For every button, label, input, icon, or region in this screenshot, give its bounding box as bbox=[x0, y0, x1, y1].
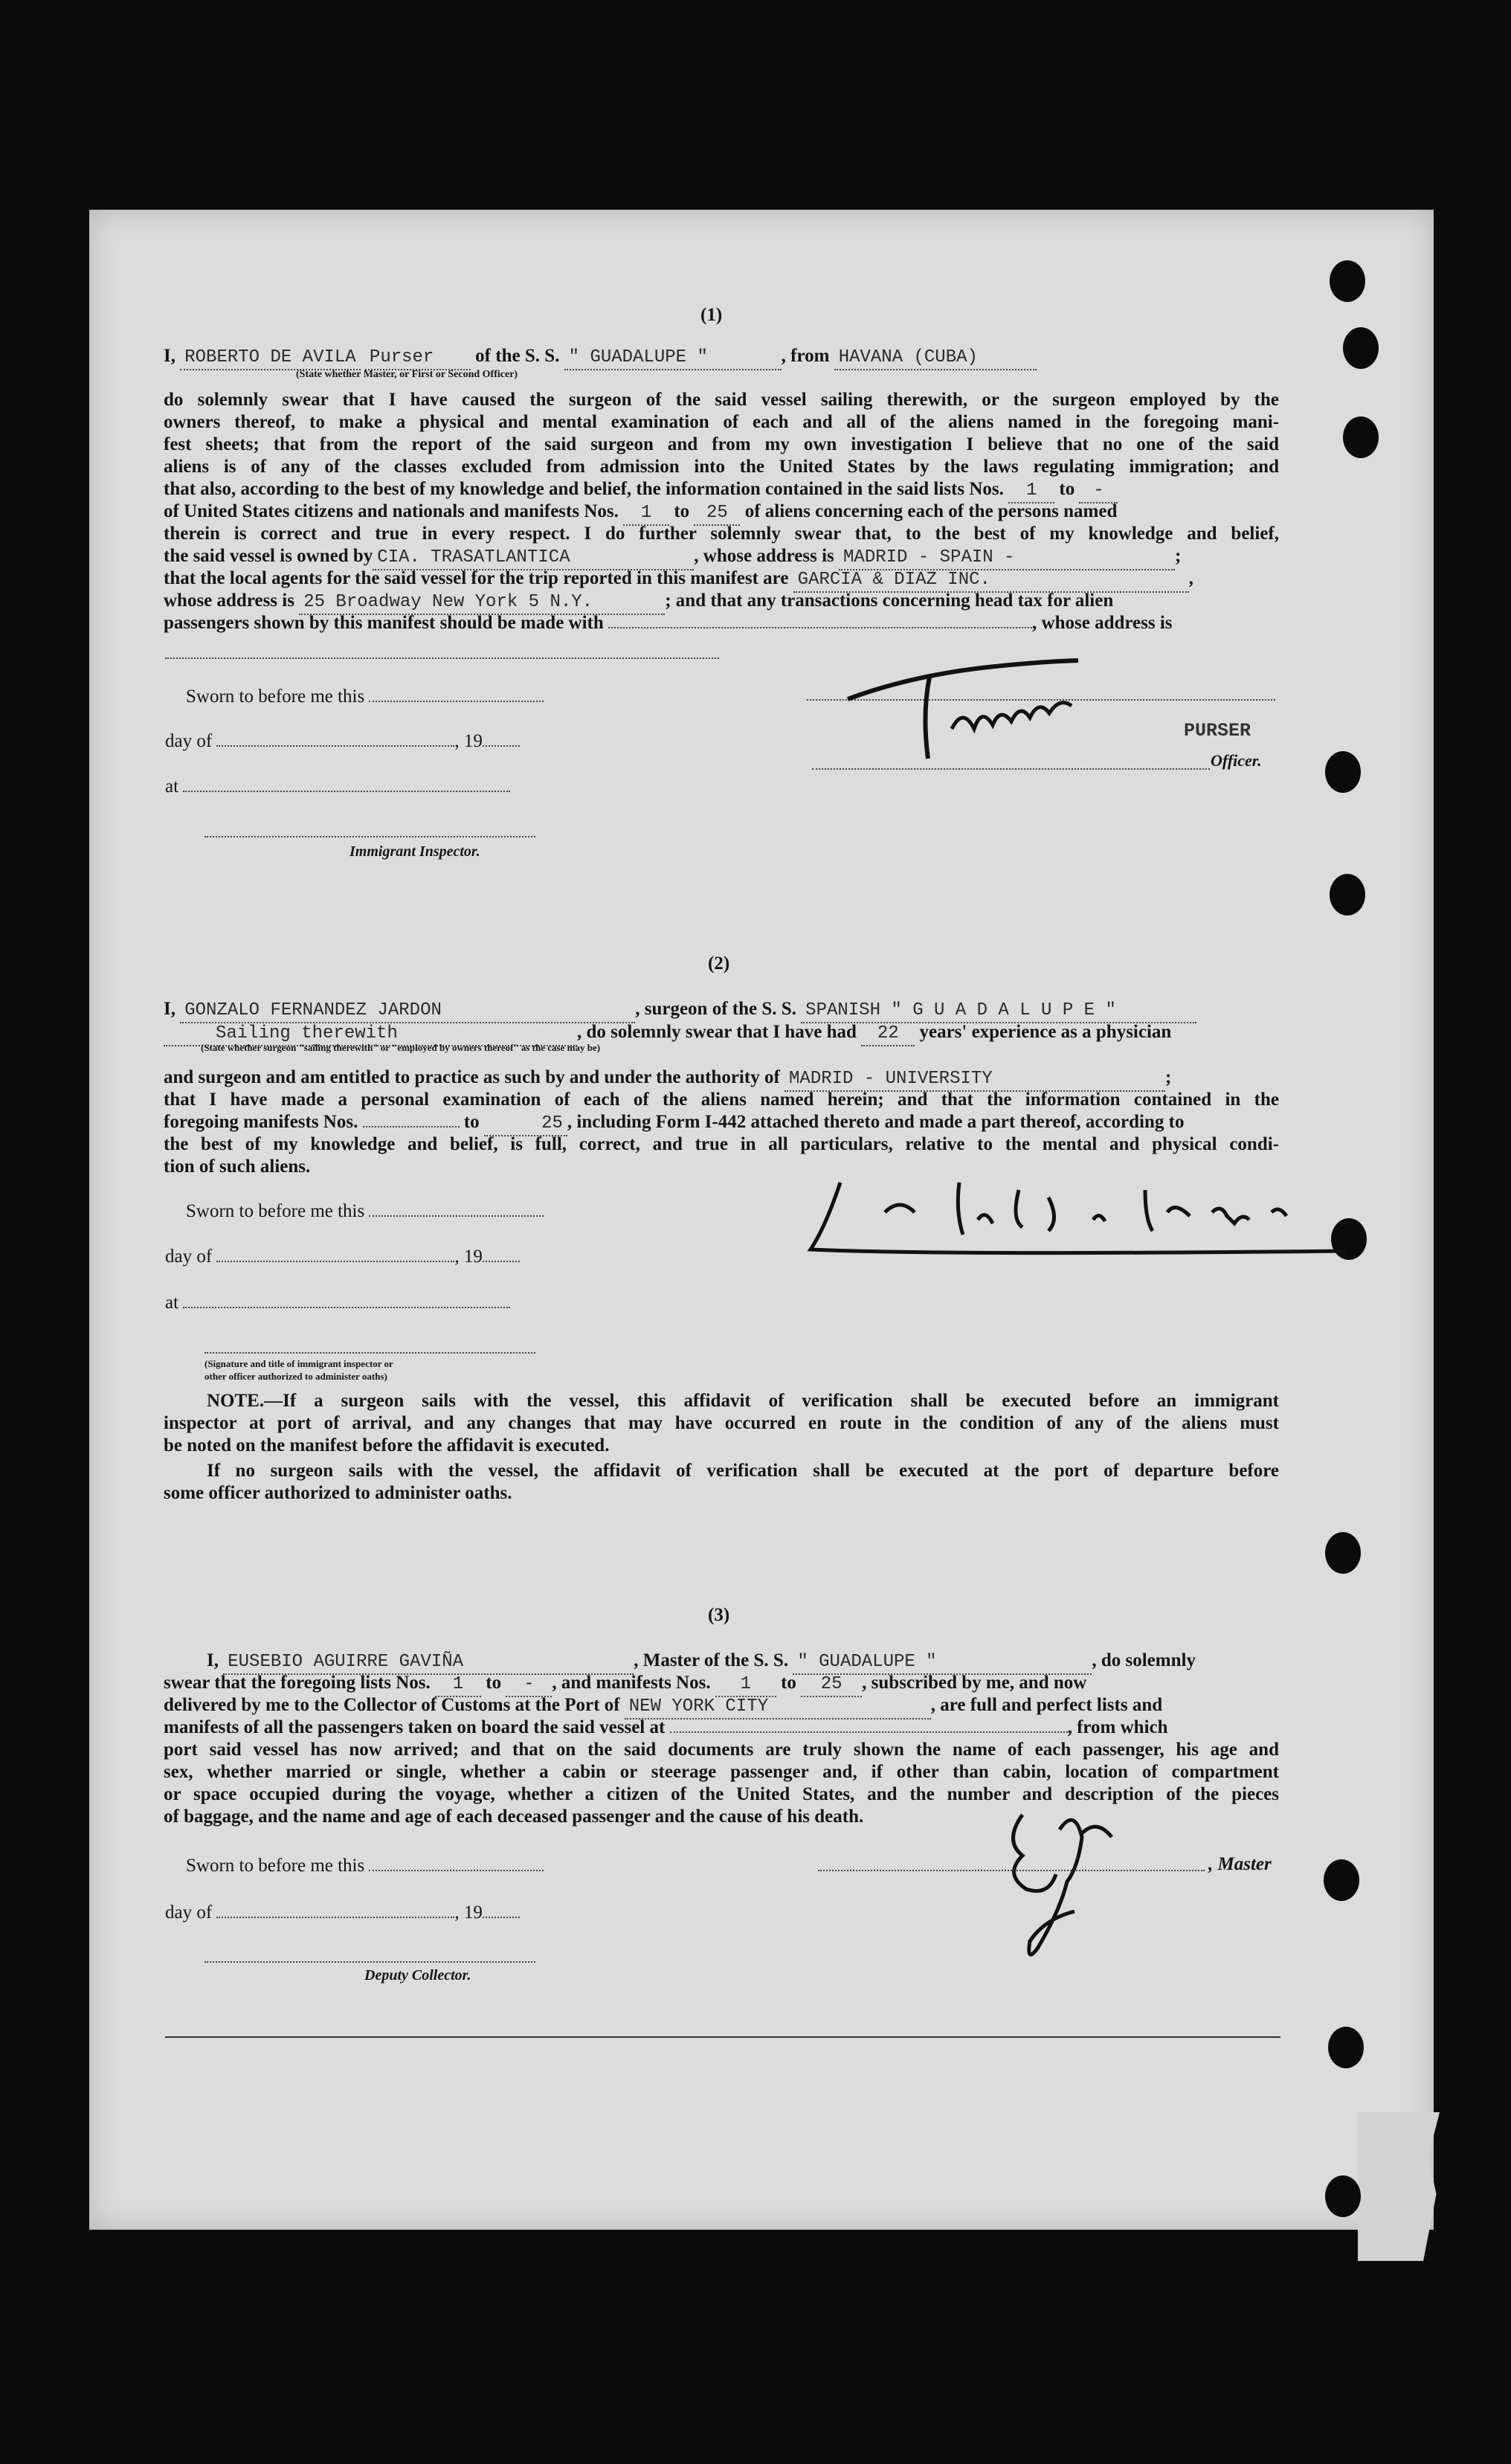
s1-para-line: fest sheets; that from the report of the said surgeon and from my own investigation I believe that no one of the said bbox=[164, 434, 1279, 454]
to-label: to bbox=[486, 1673, 502, 1693]
s1-para-line: whose address is 25 Broadway New York 5 N.Y. ; and that any transactions concerning head tax for alien bbox=[164, 590, 1279, 615]
surgeon-of-ss: , surgeon of the S. S. bbox=[635, 999, 796, 1019]
purser-stamp: PURSER bbox=[1184, 720, 1251, 742]
s2-sworn-line bbox=[186, 1200, 544, 1223]
note-line bbox=[164, 1390, 1279, 1412]
punch-hole bbox=[1325, 1532, 1361, 1574]
authority-text: and surgeon and am entitled to practice as such by and under the authority of bbox=[164, 1067, 780, 1087]
from-which-text: , from which bbox=[1067, 1717, 1168, 1737]
officer-rank: Purser bbox=[365, 347, 471, 370]
master-signature bbox=[1000, 1800, 1134, 1978]
blank-field bbox=[369, 1856, 544, 1871]
note-line bbox=[164, 1460, 1279, 1482]
blank-line bbox=[165, 657, 719, 659]
s2-para-line: that I have made a personal examination of each of the aliens named herein; and that the information contained in the bbox=[164, 1090, 1279, 1110]
note-line: be noted on the manifest before the affidavit is executed. bbox=[164, 1435, 610, 1455]
s1-officer-line: I, ROBERTO DE AVILA Purser of the S. S. " GUADALUPE " , from HAVANA (CUBA) bbox=[164, 345, 1279, 370]
s1-para-line: that the local agents for the said vessel for the trip reported in this manifest are GARCIA & DIAZ INC. , bbox=[164, 567, 1279, 593]
to-label: to bbox=[463, 1112, 480, 1132]
blank-field bbox=[608, 614, 1032, 628]
agents-address-label: whose address is bbox=[164, 591, 294, 611]
solemnly-text: , do solemnly bbox=[1092, 1650, 1196, 1670]
sworn-label: Sworn to before me this bbox=[186, 1856, 365, 1876]
master-of-ss: , Master of the S. S. bbox=[634, 1650, 789, 1670]
punch-hole bbox=[1325, 2175, 1361, 2217]
surgeon-signature bbox=[796, 1168, 1361, 1272]
oath-note: other officer authorized to administer oaths) bbox=[204, 1371, 387, 1382]
lists-text: swear that the foregoing lists Nos. bbox=[164, 1673, 431, 1693]
section-3-number: (3) bbox=[708, 1605, 730, 1625]
blank-field bbox=[216, 1903, 454, 1918]
to-label: to bbox=[674, 501, 690, 521]
delivered-text: delivered by me to the Collector of Customs at the Port of bbox=[164, 1695, 620, 1715]
manifests-text: of United States citizens and nationals and manifests Nos. bbox=[164, 501, 619, 521]
blank-field bbox=[216, 1247, 454, 1262]
note-label: NOTE. bbox=[207, 1391, 265, 1411]
s3-para-line bbox=[164, 1694, 1279, 1720]
s3-day-line bbox=[165, 1902, 520, 1924]
master-caption: , Master bbox=[1208, 1854, 1272, 1874]
blank-field bbox=[183, 777, 510, 792]
head-tax-text: and that any transactions concerning head tax for alien bbox=[675, 591, 1114, 611]
s3-para-line bbox=[164, 1672, 1279, 1697]
arrival-port: NEW YORK CITY bbox=[625, 1696, 931, 1720]
to-label: to bbox=[1059, 479, 1075, 499]
head-tax-with-text: passengers shown by this manifest should be made with bbox=[164, 613, 604, 633]
lists-from: 1 bbox=[1008, 480, 1054, 504]
master-lists-from: 1 bbox=[435, 1673, 481, 1697]
s2-para-line: tion of such aliens. bbox=[164, 1157, 311, 1177]
of-ss-label: of the S. S. bbox=[475, 346, 560, 366]
s3-para-line: port said vessel has now arrived; and that on the said documents are truly shown the name of each passenger, his age and bbox=[164, 1740, 1279, 1760]
surgeon-status-note: (State whether surgeon "sailing therewith" or "employed by owners thereof" as the case may be) bbox=[201, 1042, 601, 1053]
punch-hole bbox=[1343, 327, 1379, 369]
s2-at-line bbox=[165, 1292, 510, 1314]
s1-para-line: owners thereof, to make a physical and mental examination of each and all of the aliens named in the foregoing mani- bbox=[164, 412, 1279, 432]
head-tax-address-label: , whose address is bbox=[1032, 613, 1173, 633]
s1-day-line bbox=[165, 730, 520, 753]
s1-para-line bbox=[164, 501, 1279, 526]
s3-para-line: of baggage, and the name and age of each deceased passenger and the cause of his death. bbox=[164, 1807, 864, 1827]
year-label: , 19 bbox=[454, 1902, 483, 1923]
blank-field bbox=[363, 1113, 460, 1128]
manifests-text: , and manifests Nos. bbox=[552, 1673, 711, 1693]
blank-field bbox=[483, 1247, 520, 1262]
sailing-status: Sailing therewith bbox=[164, 1023, 577, 1046]
bottom-rule bbox=[165, 2036, 1280, 2038]
manifests-to: 25 bbox=[694, 502, 740, 526]
manifests-text-b: of aliens concerning each of the persons named bbox=[744, 501, 1118, 521]
owned-by-text: the said vessel is owned by bbox=[164, 546, 373, 566]
torn-edge bbox=[1358, 2112, 1440, 2261]
s1-para-line: the said vessel is owned by CIA. TRASATLANTICA , whose address is MADRID - SPAIN - ; bbox=[164, 545, 1279, 570]
punch-hole bbox=[1325, 751, 1361, 793]
oath-note: (Signature and title of immigrant inspector or bbox=[204, 1358, 393, 1369]
officer-name: ROBERTO DE AVILA bbox=[180, 347, 360, 370]
surgeon-vessel: SPANISH " G U A D A L U P E " bbox=[801, 1000, 1196, 1023]
blank-field bbox=[369, 687, 544, 702]
punch-hole bbox=[1343, 416, 1379, 458]
master-vessel: " GUADALUPE " bbox=[793, 1651, 1092, 1675]
to-label: to bbox=[781, 1673, 796, 1693]
punch-hole bbox=[1324, 1859, 1359, 1901]
port-from: HAVANA (CUBA) bbox=[834, 347, 1037, 370]
manifests-from: 1 bbox=[623, 502, 669, 526]
vessel-name: " GUADALUPE " bbox=[564, 347, 782, 370]
vessel-owner: CIA. TRASATLANTICA bbox=[373, 547, 694, 570]
s3-para-line: sex, whether married or single, whether a cabin or steerage passenger and, if other than cabin, location of compartment bbox=[164, 1762, 1279, 1782]
blank-field bbox=[483, 1903, 520, 1918]
deputy-collector-caption: Deputy Collector. bbox=[364, 1967, 471, 1984]
blank-field bbox=[369, 1202, 544, 1217]
section-2-number: (2) bbox=[708, 953, 730, 974]
master-manifests-to: 25 bbox=[801, 1673, 862, 1697]
practice-authority: MADRID - UNIVERSITY bbox=[785, 1068, 1165, 1092]
rank-note: (State whether Master, or First or Second Officer) bbox=[296, 369, 518, 380]
s2-para-line: the best of my knowledge and belief, is full, correct, and true in all particulars, relative to the mental and physical condi- bbox=[164, 1134, 1279, 1154]
owner-address-label: , whose address is bbox=[694, 546, 834, 566]
s2-day-line bbox=[165, 1246, 520, 1268]
at-label: at bbox=[165, 1293, 179, 1313]
master-manifests-from: 1 bbox=[715, 1673, 776, 1697]
note-line: inspector at port of arrival, and any changes that may have occurred en route in the condition of any of the aliens must bbox=[164, 1413, 1279, 1433]
day-of-label: day of bbox=[165, 1902, 213, 1923]
officer-caption: Officer. bbox=[1211, 751, 1262, 770]
note-text: If no surgeon sails with the vessel, the affidavit of verification shall be executed at the port of departure before bbox=[207, 1461, 1279, 1481]
day-of-label: day of bbox=[165, 731, 213, 751]
from-label: from bbox=[790, 346, 830, 366]
s1-sworn-line bbox=[186, 686, 544, 708]
s1-para-line: therein is correct and true in every respect. I do further solemnly swear that, to the best of my knowledge and belief, bbox=[164, 524, 1279, 544]
blank-field bbox=[216, 732, 454, 747]
sworn-label: Sworn to before me this bbox=[186, 686, 365, 707]
day-of-label: day of bbox=[165, 1247, 213, 1267]
s2-para-line bbox=[164, 1111, 1279, 1136]
master-lists-to: - bbox=[506, 1673, 552, 1697]
inspector-signature-line bbox=[204, 836, 535, 837]
s1-at-line bbox=[165, 776, 510, 798]
punch-hole bbox=[1330, 260, 1365, 302]
note-text: —If a surgeon sails with the vessel, this affidavit of verification shall be executed before an immigrant bbox=[264, 1391, 1279, 1411]
foregoing-manifests-text: foregoing manifests Nos. bbox=[164, 1112, 358, 1132]
blank-field bbox=[183, 1293, 510, 1308]
note-line: some officer authorized to administer oaths. bbox=[164, 1483, 512, 1503]
s2-para-line: and surgeon and am entitled to practice as such by and under the authority of MADRID - UNIVERSITY ; bbox=[164, 1067, 1279, 1092]
s2-surgeon-line: I, GONZALO FERNANDEZ JARDON , surgeon of the S. S. SPANISH " G U A D A L U P E " bbox=[164, 998, 1279, 1023]
sworn-label: Sworn to before me this bbox=[186, 1201, 365, 1221]
section-1-number: (1) bbox=[700, 305, 723, 325]
oath-officer-signature-line bbox=[204, 1352, 535, 1354]
subscribed-text: , subscribed by me, and now bbox=[862, 1673, 1087, 1693]
s1-para-line: aliens is of any of the classes excluded from admission into the United States by the laws regulating immigration; and bbox=[164, 457, 1279, 477]
s1-para-line: do solemnly swear that I have caused the surgeon of the said vessel sailing therewith, or the surgeon employed by the bbox=[164, 390, 1279, 410]
local-agents: GARCIA & DIAZ INC. bbox=[793, 569, 1189, 593]
taken-on-board-text: manifests of all the passengers taken on board the said vessel at bbox=[164, 1717, 666, 1737]
surgeon-manifests-to: 25 bbox=[484, 1113, 567, 1136]
purser-signature bbox=[840, 647, 1138, 766]
year-label: , 19 bbox=[454, 731, 483, 751]
s3-master-line: I, EUSEBIO AGUIRRE GAVIÑA , Master of the S. S. " GUADALUPE " , do solemnly bbox=[164, 1650, 1279, 1675]
blank-field bbox=[483, 732, 520, 747]
immigrant-inspector-caption: Immigrant Inspector. bbox=[349, 843, 480, 860]
s3-para-line: or space occupied during the voyage, whether a citizen of the United States, and the number and description of the pieces bbox=[164, 1784, 1279, 1804]
years-text: years' experience as a physician bbox=[919, 1022, 1172, 1042]
punch-hole bbox=[1328, 2027, 1364, 2068]
blank-field bbox=[670, 1718, 1068, 1733]
s3-para-line bbox=[164, 1717, 1279, 1739]
swear-text: , do solemnly swear that I have had bbox=[577, 1022, 857, 1042]
year-label: , 19 bbox=[454, 1247, 483, 1267]
punch-hole bbox=[1330, 874, 1365, 916]
s1-para-line bbox=[164, 612, 1279, 634]
lists-to: - bbox=[1079, 480, 1118, 504]
agents-text: that the local agents for the said vessel for the trip reported in this manifest are bbox=[164, 568, 789, 588]
collector-signature-line bbox=[204, 1961, 535, 1963]
at-label: at bbox=[165, 776, 179, 797]
surgeon-name: GONZALO FERNANDEZ JARDON bbox=[180, 1000, 635, 1023]
s1-para-line bbox=[164, 478, 1279, 504]
owner-address: MADRID - SPAIN - bbox=[839, 547, 1175, 570]
agents-address: 25 Broadway New York 5 N.Y. bbox=[299, 591, 665, 615]
full-lists-text: , are full and perfect lists and bbox=[930, 1695, 1163, 1715]
years-experience: 22 bbox=[861, 1023, 915, 1046]
master-name: EUSEBIO AGUIRRE GAVIÑA bbox=[223, 1651, 634, 1675]
officer-title-line bbox=[812, 768, 1210, 770]
form-text: , including Form I-442 attached thereto and made a part thereof, according to bbox=[567, 1112, 1185, 1132]
lists-text: that also, according to the best of my knowledge and belief, the information contained in the said lists Nos. bbox=[164, 479, 1004, 499]
s3-sworn-line bbox=[186, 1855, 544, 1877]
